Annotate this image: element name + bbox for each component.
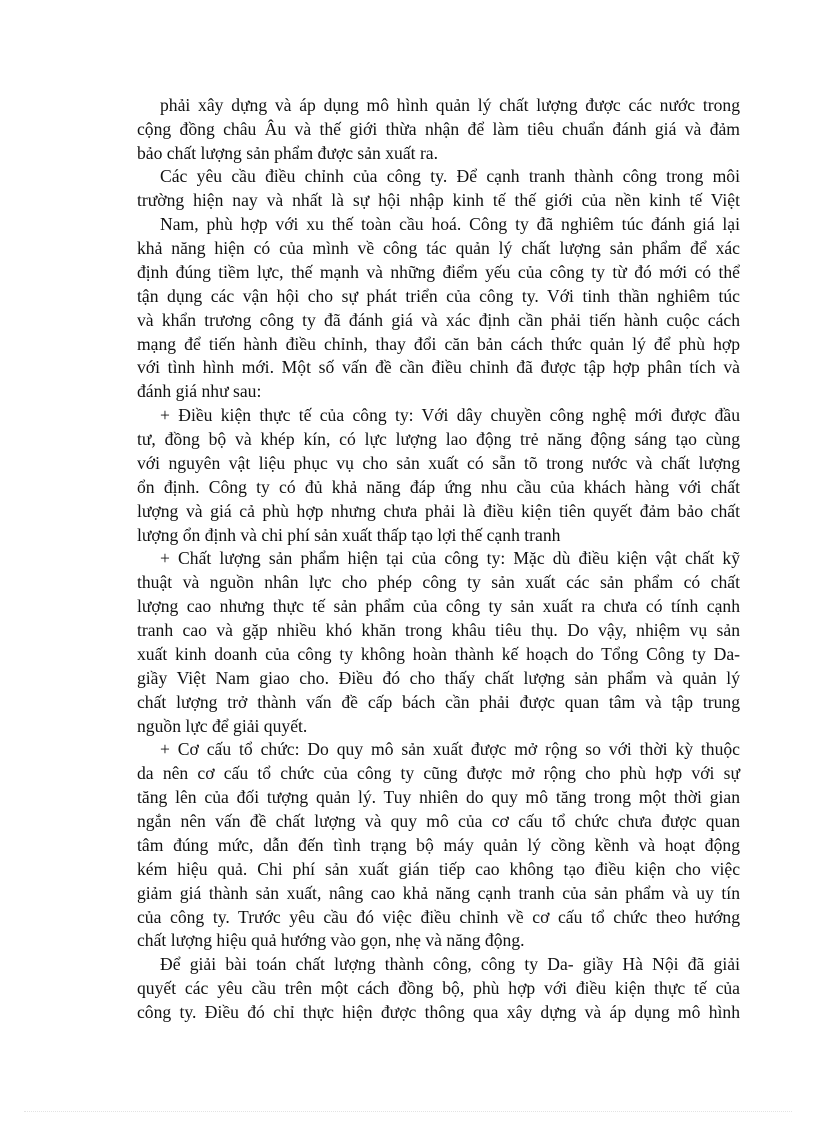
text-line: của công ty. Trước yêu cầu đó việc điều chỉnh về cơ cấu tổ chức theo hướng — [137, 907, 740, 927]
text-line: cộng đồng châu Âu và thế giới thừa nhận để làm tiêu chuẩn đánh giá và đảm — [137, 119, 740, 139]
text-line: thuật và nguồn nhân lực cho phép công ty sản xuất các sản phẩm có chất — [137, 572, 740, 592]
text-line: tư, đồng bộ và khép kín, có lực lượng lao động trẻ năng động sáng tạo cùng — [137, 429, 740, 449]
text-line: + Điều kiện thực tế của công ty: Với dây chuyền công nghệ mới được đầu — [160, 405, 740, 425]
text-line: nguồn lực để giải quyết. — [137, 716, 308, 736]
text-line: tâm đúng mức, dẫn đến tình trạng bộ máy quản lý cồng kềnh và hoạt động — [137, 835, 740, 855]
text-line: Để giải bài toán chất lượng thành công, công ty Da- giầy Hà Nội đã giải — [160, 954, 740, 974]
text-line: giầy Việt Nam giao cho. Điều đó cho thấy chất lượng sản phẩm và quản lý — [137, 668, 740, 688]
text-line: và khẩn trương công ty đã đánh giá và xác định cần phải tiến hành cuộc cách — [137, 310, 740, 330]
text-line: tranh cao và gặp nhiều khó khăn trong khâu tiêu thụ. Do vậy, nhiệm vụ sản — [137, 620, 740, 640]
text-line: da nên cơ cấu tổ chức của công ty cũng được mở rộng cho phù hợp với sự — [137, 763, 740, 783]
text-line: Nam, phù hợp với xu thế toàn cầu hoá. Công ty đã nghiêm túc đánh giá lại — [160, 214, 740, 234]
text-line: lượng và giá cả phù hợp nhưng chưa phải là điều kiện tiên quyết đảm bảo chất — [137, 501, 740, 521]
text-line: bảo chất lượng sản phẩm được sản xuất ra. — [137, 143, 439, 163]
text-line: + Cơ cấu tổ chức: Do quy mô sản xuất được mở rộng so với thời kỳ thuộc — [160, 739, 740, 759]
text-line: lượng cao nhưng thực tế sản phẩm của công ty sản xuất ra chưa có tính cạnh — [137, 596, 740, 616]
text-line: tận dụng các vận hội cho sự phát triển của công ty. Với tinh thần nghiêm túc — [137, 286, 740, 306]
text-line: giảm giá thành sản xuất, nâng cao khả năng cạnh tranh của sản phẩm và uy tín — [137, 883, 740, 903]
text-line: phải xây dựng và áp dụng mô hình quản lý chất lượng được các nước trong — [160, 95, 740, 115]
text-line: khả năng hiện có của mình về công tác quản lý chất lượng sản phẩm để xác — [137, 238, 740, 258]
text-line: kém hiệu quả. Chi phí sản xuất gián tiếp cao không tạo điều kiện cho việc — [137, 859, 740, 879]
text-line: đánh giá như sau: — [137, 381, 262, 401]
page-bottom-divider — [24, 1111, 792, 1112]
text-line: trường hiện nay và nhất là sự hội nhập kinh tế thế giới của nền kinh tế Việt — [137, 190, 740, 210]
text-line: định đúng tiềm lực, thế mạnh và những điểm yếu của công ty từ đó mới có thể — [137, 262, 740, 282]
text-line: + Chất lượng sản phẩm hiện tại của công ty: Mặc dù điều kiện vật chất kỹ — [160, 548, 740, 568]
text-line: với tình hình mới. Một số vấn đề cần điều chỉnh đã được tập hợp phân tích và — [137, 357, 740, 377]
text-line: mạng để tiến hành điều chỉnh, thay đổi căn bản cách thức quản lý để phù hợp — [137, 334, 740, 354]
text-line: lượng ổn định và chi phí sản xuất thấp tạo lợi thế cạnh tranh — [137, 525, 561, 545]
text-line: chất lượng trở thành vấn đề cấp bách cần phải được quan tâm và tập trung — [137, 692, 740, 712]
text-line: công ty. Điều đó chỉ thực hiện được thông qua xây dựng và áp dụng mô hình — [137, 1002, 740, 1022]
text-line: tăng lên của đối tượng quản lý. Tuy nhiên do quy mô tăng trong một thời gian — [137, 787, 740, 807]
text-line: Các yêu cầu điều chỉnh của công ty. Để cạnh tranh thành công trong môi — [160, 166, 740, 186]
text-line: chất lượng hiệu quả hướng vào gọn, nhẹ và năng động. — [137, 930, 525, 950]
text-line: xuất kinh doanh của công ty không hoàn thành kế hoạch do Tổng Công ty Da- — [137, 644, 740, 664]
text-line: với nguyên vật liệu phục vụ cho sản xuất có sẵn tõ trong nước và chất lượng — [137, 453, 740, 473]
text-line: quyết các yêu cầu trên một cách đồng bộ, phù hợp với điều kiện thực tế của — [137, 978, 740, 998]
text-line: ổn định. Công ty có đủ khả năng đáp ứng nhu cầu của khách hàng với chất — [137, 477, 740, 497]
text-line: ngắn nên vấn đề chất lượng và quy mô của cơ cấu tổ chức chưa được quan — [137, 811, 740, 831]
